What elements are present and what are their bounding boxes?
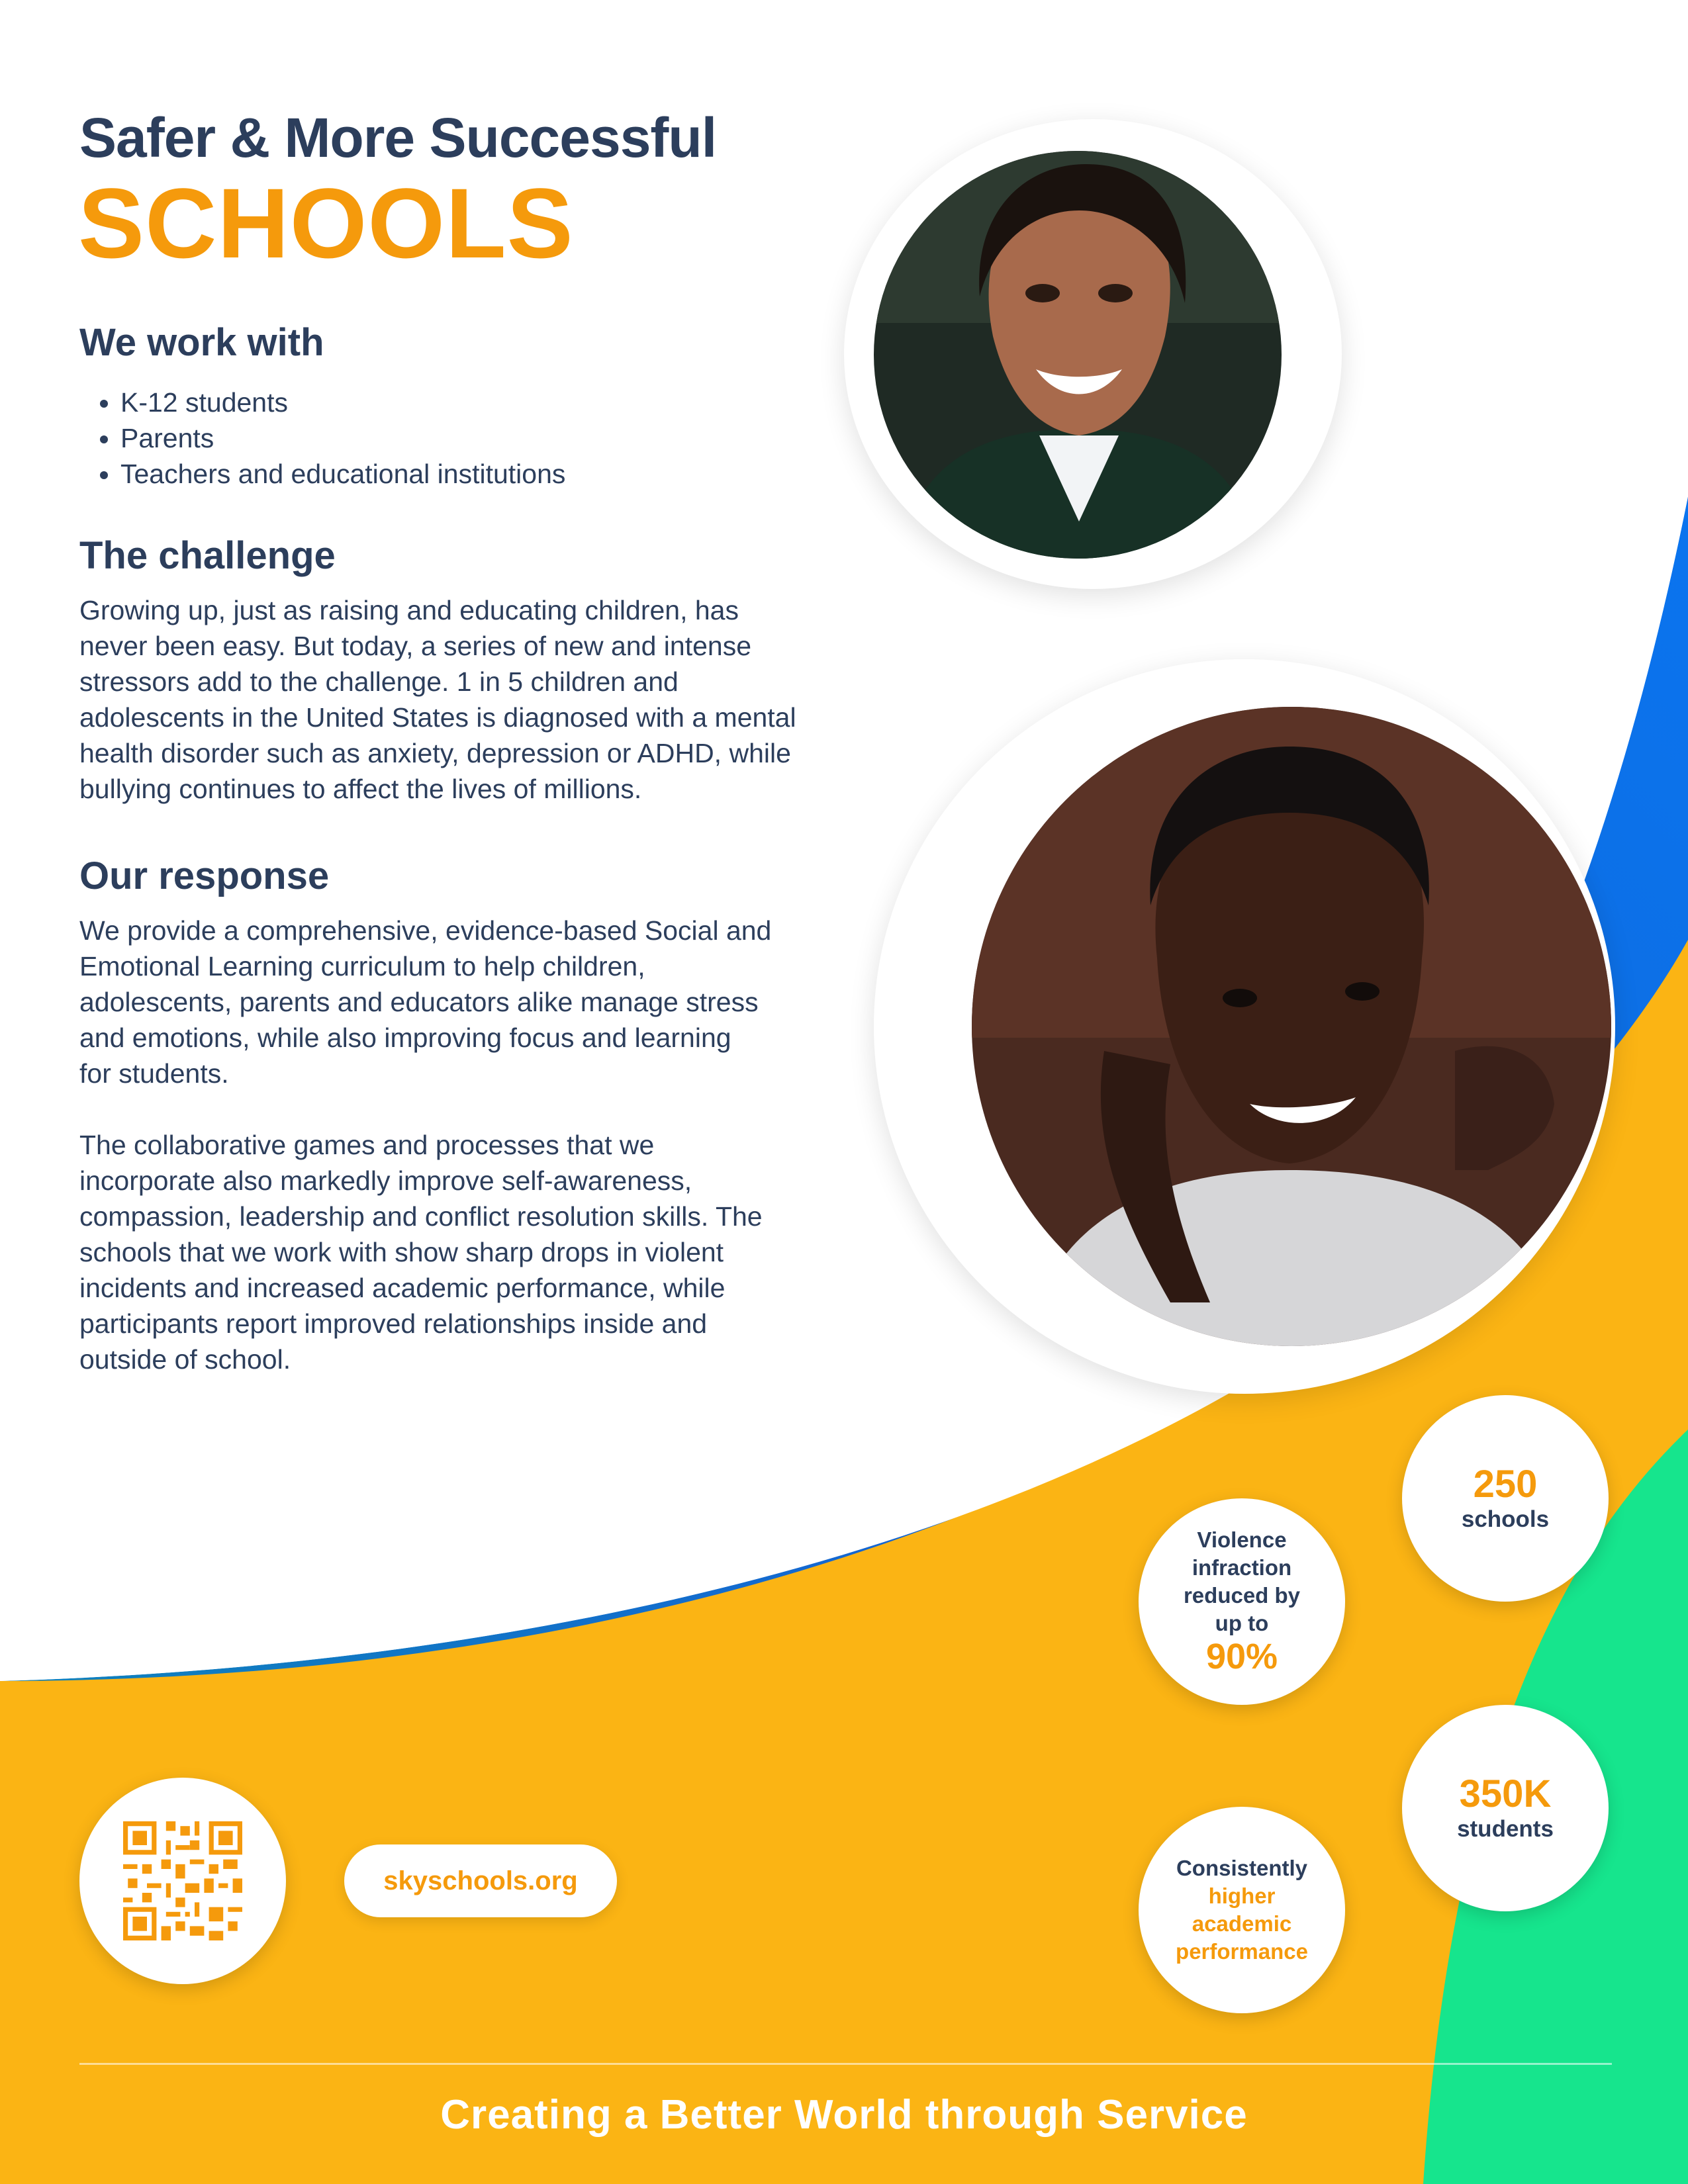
stat-violence-line: reduced by xyxy=(1183,1583,1301,1608)
text-line: We provide a comprehensive, evidence-based Social and xyxy=(79,915,772,946)
stat-violence-value: 90% xyxy=(1205,1637,1278,1677)
text-line: outside of school. xyxy=(79,1344,291,1375)
text-line: bullying continues to affect the lives of millions. xyxy=(79,774,642,804)
stat-students-bubble xyxy=(1402,1705,1609,1911)
response-section xyxy=(79,854,914,1377)
challenge-heading: The challenge xyxy=(79,534,336,577)
text-line: stressors add to the challenge. 1 in 5 children and xyxy=(79,666,679,697)
text-line: The collaborative games and processes that we xyxy=(79,1130,655,1160)
stat-violence-line: up to xyxy=(1215,1611,1269,1636)
stat-violence-bubble xyxy=(1139,1498,1345,1705)
footer-tagline: Creating a Better World through Service xyxy=(440,2092,1248,2138)
stat-academic-highlight: academic xyxy=(1192,1911,1292,1936)
text-line: for students. xyxy=(79,1058,229,1089)
text-line: Emotional Learning curriculum to help children, xyxy=(79,951,645,981)
stat-violence-line: infraction xyxy=(1192,1555,1292,1580)
challenge-paragraph xyxy=(79,592,914,807)
text-line: adolescents, parents and educators alike manage stress xyxy=(79,987,759,1017)
response-heading: Our response xyxy=(79,854,330,897)
text-line: Growing up, just as raising and educating children, has xyxy=(79,595,739,625)
stat-students-value: 350K xyxy=(1459,1772,1552,1816)
stat-academic-line: Consistently xyxy=(1176,1856,1308,1880)
list-item: • Teachers and educational institutions xyxy=(120,456,841,492)
stat-academic-highlight: higher xyxy=(1208,1884,1276,1908)
work-with-heading: We work with xyxy=(79,321,324,364)
list-item: • Parents xyxy=(120,420,841,456)
text-line: and emotions, while also improving focus and learning xyxy=(79,1023,731,1053)
stat-academic-bubble xyxy=(1139,1807,1345,2013)
stat-students-label: students xyxy=(1457,1815,1554,1842)
stat-violence-line: Violence xyxy=(1197,1527,1287,1553)
footer-divider xyxy=(79,2063,1612,2065)
website-link[interactable]: skyschools.org xyxy=(344,1844,617,1917)
text-line: incidents and increased academic performance, while xyxy=(79,1273,726,1303)
work-with-section xyxy=(79,320,841,492)
text-line: never been easy. But today, a series of new and intense xyxy=(79,631,752,661)
text-line: adolescents in the United States is diagnosed with a mental xyxy=(79,702,796,733)
qr-code-bubble[interactable] xyxy=(79,1778,286,1984)
student-boy-photo xyxy=(972,707,1611,1346)
student-girl-photo xyxy=(874,151,1282,559)
stat-academic-highlight: performance xyxy=(1176,1939,1308,1964)
work-with-list xyxy=(79,385,841,492)
text-line: incorporate also markedly improve self-awareness, xyxy=(79,1165,692,1196)
text-line: health disorder such as anxiety, depression or ADHD, while xyxy=(79,738,791,768)
stat-schools-bubble xyxy=(1402,1395,1609,1602)
stat-schools-value: 250 xyxy=(1473,1463,1538,1506)
text-line: compassion, leadership and conflict resolution skills. The xyxy=(79,1201,763,1232)
page-subtitle: Safer & More Successful xyxy=(79,107,717,169)
response-paragraph-2 xyxy=(79,1127,914,1377)
list-item: • K-12 students xyxy=(120,385,841,420)
challenge-section xyxy=(79,533,914,807)
response-paragraph-1 xyxy=(79,913,914,1091)
qr-code-icon xyxy=(123,1821,242,1940)
text-line: schools that we work with show sharp drops in violent xyxy=(79,1237,724,1267)
text-line: participants report improved relationships inside and xyxy=(79,1308,708,1339)
page-title: SCHOOLS xyxy=(78,167,574,279)
stat-schools-label: schools xyxy=(1461,1506,1550,1532)
